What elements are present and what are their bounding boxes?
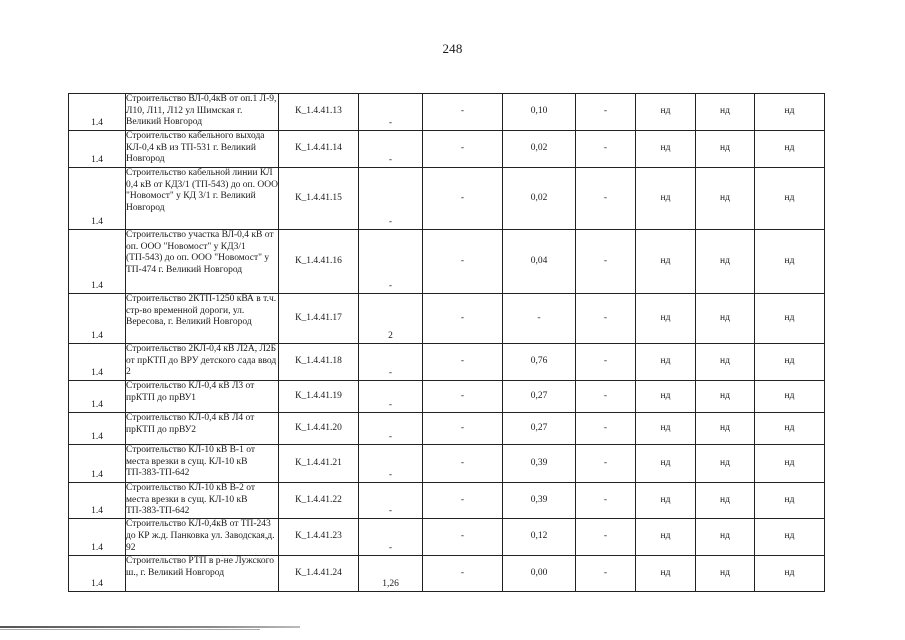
project-name-cell: Строительство КЛ-0,4 кВ Л4 от прКТП до прВУ2 <box>126 413 279 445</box>
row-number-cell: 1.4 <box>69 381 126 413</box>
table-row <box>69 519 825 556</box>
table-row <box>69 94 825 131</box>
value-cell-7: нд <box>755 230 825 294</box>
table-row <box>69 445 825 483</box>
value-cell-1: - <box>359 168 423 230</box>
value-cell-7: нд <box>755 131 825 168</box>
project-code-cell: К_1.4.41.16 <box>279 230 359 294</box>
project-name-cell: Строительство кабельной линии КЛ 0,4 кВ от КД3/1 (ТП-543) до оп. ООО "Новомост" у КД 3/1 г. Великий Новгород <box>126 168 279 230</box>
value-cell-4: - <box>576 519 636 556</box>
table-row <box>69 168 825 230</box>
value-cell-3: 0,39 <box>503 483 576 519</box>
project-code-cell: К_1.4.41.13 <box>279 94 359 131</box>
row-number-cell: 1.4 <box>69 556 126 592</box>
value-cell-3: 0,39 <box>503 445 576 483</box>
project-code-cell: К_1.4.41.18 <box>279 344 359 381</box>
value-cell-6: нд <box>696 294 755 344</box>
value-cell-5: нд <box>636 413 696 445</box>
value-cell-2: - <box>423 131 503 168</box>
project-code-cell: К_1.4.41.19 <box>279 381 359 413</box>
project-code-cell: К_1.4.41.17 <box>279 294 359 344</box>
value-cell-3: 0,27 <box>503 413 576 445</box>
row-number-cell: 1.4 <box>69 483 126 519</box>
value-cell-4: - <box>576 413 636 445</box>
value-cell-3: 0,02 <box>503 131 576 168</box>
value-cell-1: 2 <box>359 294 423 344</box>
value-cell-6: нд <box>696 413 755 445</box>
value-cell-2: - <box>423 381 503 413</box>
value-cell-5: нд <box>636 381 696 413</box>
value-cell-3: 0,12 <box>503 519 576 556</box>
value-cell-3: 0,76 <box>503 344 576 381</box>
investment-table <box>68 93 825 592</box>
value-cell-1: 1,26 <box>359 556 423 592</box>
row-number-cell: 1.4 <box>69 230 126 294</box>
table-row <box>69 483 825 519</box>
value-cell-4: - <box>576 483 636 519</box>
value-cell-2: - <box>423 294 503 344</box>
value-cell-2: - <box>423 483 503 519</box>
value-cell-3: - <box>503 294 576 344</box>
value-cell-5: нд <box>636 131 696 168</box>
value-cell-6: нд <box>696 381 755 413</box>
table-row <box>69 230 825 294</box>
value-cell-6: нд <box>696 168 755 230</box>
value-cell-1: - <box>359 413 423 445</box>
row-number-cell: 1.4 <box>69 413 126 445</box>
value-cell-2: - <box>423 445 503 483</box>
project-code-cell: К_1.4.41.23 <box>279 519 359 556</box>
value-cell-7: нд <box>755 519 825 556</box>
project-name-cell: Строительство РТП в р-не Лужского ш., г. Великий Новгород <box>126 556 279 592</box>
page-edge-rule-thin <box>0 629 260 630</box>
value-cell-3: 0,04 <box>503 230 576 294</box>
row-number-cell: 1.4 <box>69 344 126 381</box>
value-cell-7: нд <box>755 94 825 131</box>
value-cell-7: нд <box>755 556 825 592</box>
project-code-cell: К_1.4.41.22 <box>279 483 359 519</box>
value-cell-3: 0,10 <box>503 94 576 131</box>
row-number-cell: 1.4 <box>69 94 126 131</box>
value-cell-5: нд <box>636 94 696 131</box>
value-cell-7: нд <box>755 294 825 344</box>
table-body <box>69 94 825 592</box>
value-cell-6: нд <box>696 131 755 168</box>
value-cell-1: - <box>359 94 423 131</box>
value-cell-2: - <box>423 344 503 381</box>
value-cell-2: - <box>423 94 503 131</box>
project-name-cell: Строительство участка ВЛ-0,4 кВ от оп. ООО "Новомост" у КД3/1 (ТП-543) до оп. ООО "Новомост" у ТП-474 г. Великий Новгород <box>126 230 279 294</box>
value-cell-1: - <box>359 483 423 519</box>
row-number-cell: 1.4 <box>69 294 126 344</box>
table-row <box>69 413 825 445</box>
value-cell-6: нд <box>696 94 755 131</box>
value-cell-1: - <box>359 381 423 413</box>
value-cell-3: 0,02 <box>503 168 576 230</box>
project-name-cell: Строительство КЛ-0,4кВ от ТП-243 до КР ж.д. Панковка ул. Заводская,д. 92 <box>126 519 279 556</box>
value-cell-4: - <box>576 381 636 413</box>
value-cell-6: нд <box>696 556 755 592</box>
value-cell-5: нд <box>636 168 696 230</box>
value-cell-7: нд <box>755 483 825 519</box>
project-code-cell: К_1.4.41.21 <box>279 445 359 483</box>
value-cell-4: - <box>576 344 636 381</box>
value-cell-4: - <box>576 94 636 131</box>
value-cell-6: нд <box>696 519 755 556</box>
value-cell-5: нд <box>636 519 696 556</box>
value-cell-5: нд <box>636 230 696 294</box>
row-number-cell: 1.4 <box>69 131 126 168</box>
value-cell-2: - <box>423 230 503 294</box>
table-row <box>69 131 825 168</box>
value-cell-6: нд <box>696 344 755 381</box>
value-cell-1: - <box>359 344 423 381</box>
value-cell-4: - <box>576 556 636 592</box>
value-cell-2: - <box>423 519 503 556</box>
table-row <box>69 344 825 381</box>
value-cell-6: нд <box>696 230 755 294</box>
value-cell-1: - <box>359 445 423 483</box>
value-cell-5: нд <box>636 483 696 519</box>
value-cell-5: нд <box>636 445 696 483</box>
value-cell-4: - <box>576 294 636 344</box>
value-cell-1: - <box>359 131 423 168</box>
table-row <box>69 381 825 413</box>
page-edge-rule <box>0 626 300 628</box>
project-code-cell: К_1.4.41.14 <box>279 131 359 168</box>
row-number-cell: 1.4 <box>69 445 126 483</box>
project-name-cell: Строительство КЛ-10 кВ В-2 от места врезки в сущ. КЛ-10 кВ ТП-383-ТП-642 <box>126 483 279 519</box>
project-code-cell: К_1.4.41.20 <box>279 413 359 445</box>
value-cell-7: нд <box>755 445 825 483</box>
table-row <box>69 556 825 592</box>
page-number: 248 <box>442 41 463 56</box>
value-cell-1: - <box>359 519 423 556</box>
value-cell-5: нд <box>636 294 696 344</box>
value-cell-3: 0,00 <box>503 556 576 592</box>
value-cell-7: нд <box>755 381 825 413</box>
project-name-cell: Строительство 2КЛ-0,4 кВ Л2А, Л2Б от прКТП до ВРУ детского сада ввод 2 <box>126 344 279 381</box>
value-cell-4: - <box>576 168 636 230</box>
project-name-cell: Строительство КЛ-10 кВ В-1 от места врезки в сущ. КЛ-10 кВ ТП-383-ТП-642 <box>126 445 279 483</box>
value-cell-6: нд <box>696 445 755 483</box>
value-cell-5: нд <box>636 344 696 381</box>
project-code-cell: К_1.4.41.24 <box>279 556 359 592</box>
value-cell-3: 0,27 <box>503 381 576 413</box>
project-name-cell: Строительство ВЛ-0,4кВ от оп.1 Л-9, Л10, Л11, Л12 ул Шимская г. Великий Новгород <box>126 94 279 131</box>
row-number-cell: 1.4 <box>69 519 126 556</box>
project-name-cell: Строительство КЛ-0,4 кВ Л3 от прКТП до прВУ1 <box>126 381 279 413</box>
value-cell-4: - <box>576 445 636 483</box>
project-name-cell: Строительство кабельного выхода КЛ-0,4 кВ из ТП-531 г. Великий Новгород <box>126 131 279 168</box>
value-cell-1: - <box>359 230 423 294</box>
value-cell-2: - <box>423 168 503 230</box>
value-cell-7: нд <box>755 168 825 230</box>
value-cell-7: нд <box>755 413 825 445</box>
value-cell-2: - <box>423 413 503 445</box>
row-number-cell: 1.4 <box>69 168 126 230</box>
value-cell-4: - <box>576 230 636 294</box>
value-cell-6: нд <box>696 483 755 519</box>
value-cell-4: - <box>576 131 636 168</box>
project-name-cell: Строительство 2КТП-1250 кВА в т.ч. стр-во временной дороги, ул. Вересова, г. Великий Новгород <box>126 294 279 344</box>
value-cell-5: нд <box>636 556 696 592</box>
value-cell-2: - <box>423 556 503 592</box>
table-row <box>69 294 825 344</box>
project-code-cell: К_1.4.41.15 <box>279 168 359 230</box>
value-cell-7: нд <box>755 344 825 381</box>
